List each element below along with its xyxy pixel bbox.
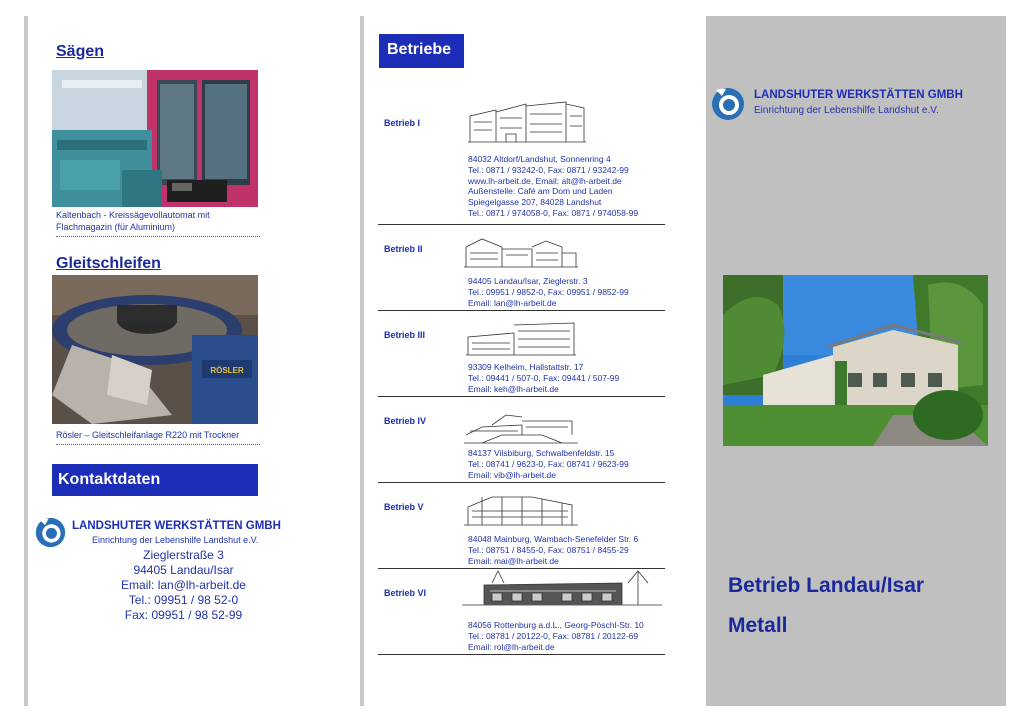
betrieb-1-line: Außenstelle: Café am Dom und Laden [468,186,613,197]
betriebe-heading: Betriebe [379,34,464,68]
cover-title-department: Metall [728,614,788,637]
betrieb-3-building-sketch [464,319,578,357]
left-company-name: LANDSHUTER WERKSTÄTTEN GMBH [72,520,281,532]
contact-block [60,548,307,623]
betrieb-3-line: 93309 Kelheim, Hallstattstr. 17 [468,362,584,372]
betrieb-6-entry [378,569,665,655]
betrieb-5-building-sketch [462,491,580,531]
betrieb-2-building-sketch [462,233,580,269]
roesler-machine-photo [52,275,258,424]
betrieb-4-details [468,448,629,480]
contact-street: Zieglerstraße 3 [143,548,224,562]
saw-machine-photo [52,70,258,207]
cover-company-sub: Einrichtung der Lebenshilfe Landshut e.V. [754,105,939,116]
betrieb-4-entry [378,397,665,483]
betrieb-3-line: Email: keh@lh-arbeit.de [468,383,559,394]
betrieb-6-building-sketch [462,569,662,609]
betrieb-4-line: 84137 Vilsbiburg, Schwalbenfeldstr. 15 [468,448,615,458]
betrieb-4-building-sketch [462,405,580,445]
betrieb-1-label: Betrieb I [384,118,421,128]
betrieb-3-label: Betrieb III [384,330,426,340]
betrieb-3-line: Tel.: 09441 / 507-0, Fax: 09441 / 507-99 [468,372,620,383]
betrieb-6-details [468,620,644,652]
betrieb-2-line: Tel.: 09951 / 9852-0, Fax: 09951 / 9852-99 [468,286,629,297]
betrieb-5-line: 84048 Mainburg, Wambach-Senefelder Str. 6 [468,534,639,544]
betrieb-5-entry [378,483,665,569]
betrieb-2-line: 94405 Landau/Isar, Zieglerstr. 3 [468,276,588,286]
contact-fax: Fax: 09951 / 98 52-99 [124,608,243,622]
cover-title-location: Betrieb Landau/Isar [728,574,925,597]
contact-city: 94405 Landau/Isar [133,563,234,577]
contact-email[interactable]: Email: lan@lh-arbeit.de [121,578,246,592]
betrieb-4-label: Betrieb IV [384,416,427,426]
roesler-brand-text: RÖSLER [210,366,244,375]
cover-lebenshilfe-logo-icon [710,86,746,122]
betrieb-4-line: Tel.: 08741 / 9623-0, Fax: 08741 / 9623-99 [468,458,629,469]
left-edge-bar [24,16,28,706]
betrieb-1-line: www.lh-arbeit.de, Email: alt@lh-arbeit.de [468,175,622,186]
betrieb-1-line: 84032 Altdorf/Landshut, Sonnenring 4 [468,154,611,164]
betrieb-6-line: 84056 Rottenburg a.d.L., Georg-Pöschl-Str. 10 [468,620,644,630]
saegen-caption: Kaltenbach - Kreissägevollautomat mit Flachmagazin (für Aluminium) [56,209,260,237]
lebenshilfe-logo-icon [34,516,67,549]
betrieb-2-entry [378,225,665,311]
betrieb-1-line: Tel.: 0871 / 974058-0, Fax: 0871 / 974058-99 [468,207,639,218]
betrieb-1-line: Spiegelgasse 207, 84028 Landshut [468,197,602,208]
betrieb-6-line: Tel.: 08781 / 20122-0, Fax: 08781 / 20122-69 [468,630,639,641]
betrieb-5-label: Betrieb V [384,502,424,512]
betrieb-2-details [468,276,629,308]
landau-building-photo [723,275,988,446]
betrieb-5-line: Email: mai@lh-arbeit.de [468,555,559,566]
gleitschleifen-heading: Gleitschleifen [56,255,161,272]
gleitschleifen-caption: Rösler – Gleitschleifanlage R220 mit Trockner [56,429,260,445]
betrieb-1-building-sketch [466,98,588,148]
betrieb-5-details [468,534,638,566]
betrieb-4-line: Email: vib@lh-arbeit.de [468,469,556,480]
betrieb-1-line: Tel.: 0871 / 93242-0, Fax: 0871 / 93242-99 [468,164,629,175]
betrieb-2-label: Betrieb II [384,244,423,254]
middle-divider-bar [360,16,364,706]
saegen-heading: Sägen [56,43,105,60]
betrieb-2-line: Email: lan@lh-arbeit.de [468,297,557,308]
betrieb-3-entry [378,311,665,397]
betrieb-6-line: Email: rol@lh-arbeit.de [468,641,555,652]
betrieb-5-line: Tel.: 08751 / 8455-0, Fax: 08751 / 8455-29 [468,544,629,555]
contact-phone: Tel.: 09951 / 98 52-0 [128,593,239,607]
betrieb-1-entry [378,92,665,225]
left-company-sub: Einrichtung der Lebenshilfe Landshut e.V. [92,535,259,545]
betrieb-1-details [468,154,638,219]
cover-company-name: LANDSHUTER WERKSTÄTTEN GMBH [754,89,963,101]
kontaktdaten-heading: Kontaktdaten [52,464,258,496]
betrieb-3-details [468,362,619,394]
betrieb-6-label: Betrieb VI [384,588,427,598]
